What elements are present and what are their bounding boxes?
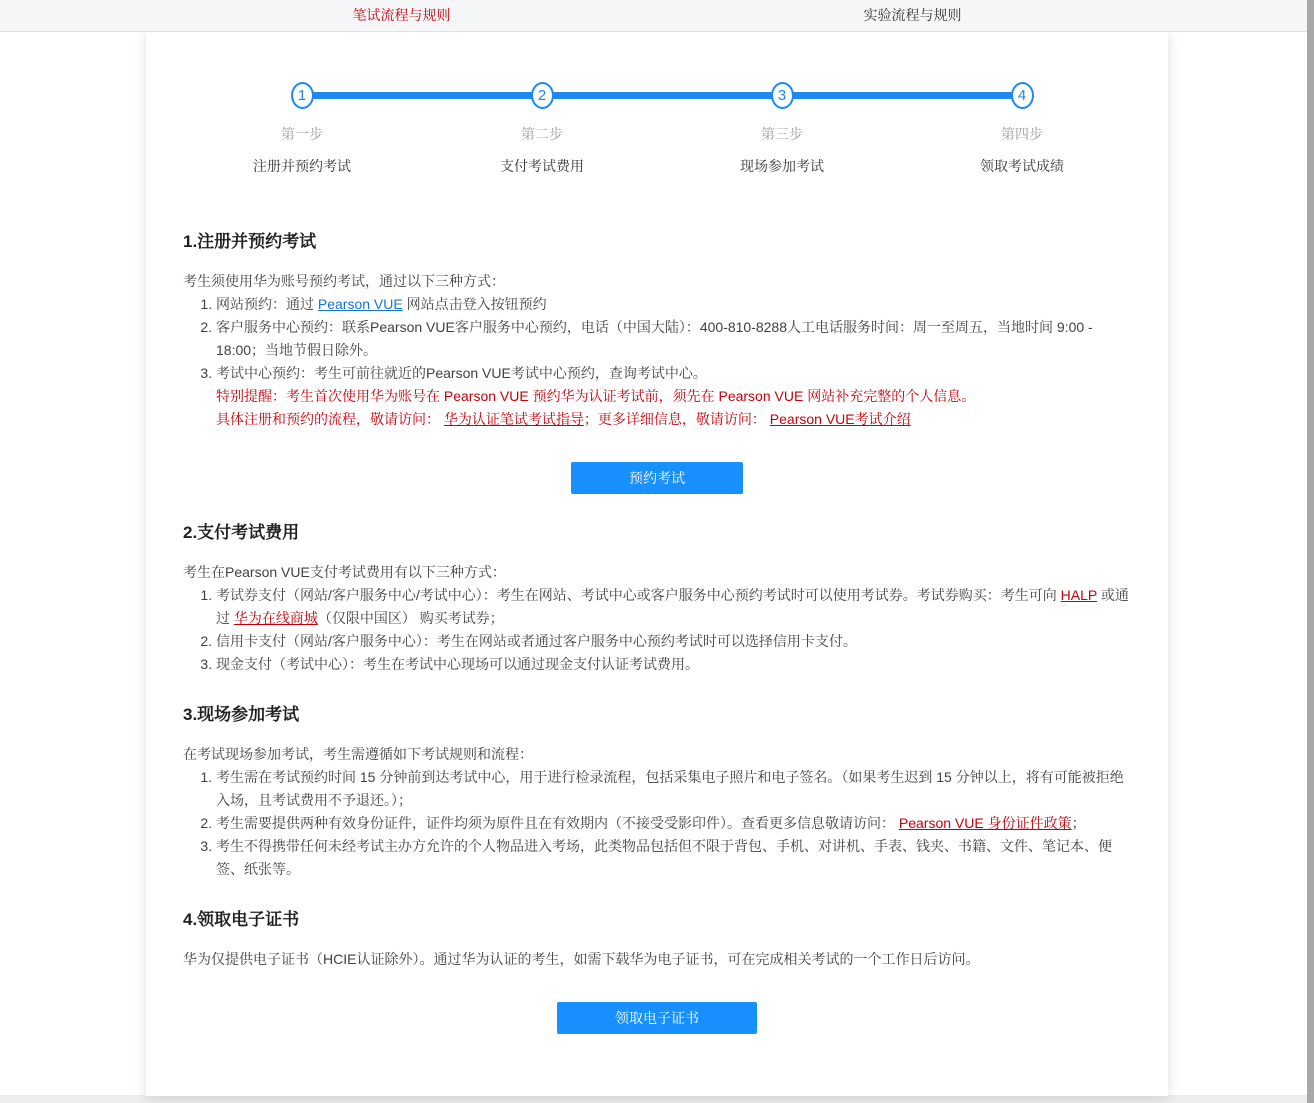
section-1-notes: [216, 385, 1131, 431]
text: 考生需要提供两种有效身份证件，证件均须为原件且在有效期内（不接受受影印件）。查看更多信息敬请访问：: [216, 815, 899, 831]
step-4-circle: 4: [1011, 82, 1034, 109]
vertical-scrollbar[interactable]: [1307, 0, 1314, 1103]
written-exam-process-card: [146, 32, 1168, 1096]
text: 考试中心预约：考生可前往就近的Pearson VUE考试中心预约，查询考试中心。: [216, 365, 707, 381]
text: 现金支付（考试中心）：考生在考试中心现场可以通过现金支付认证考试费用。: [216, 656, 699, 672]
book-exam-button[interactable]: 预约考试: [571, 462, 743, 494]
step-3-label: 第三步: [761, 126, 803, 142]
written-exam-guide-link[interactable]: 华为认证笔试考试指导: [443, 411, 584, 427]
list-item: [216, 584, 1131, 630]
list-item: [216, 812, 1131, 835]
process-content: [146, 230, 1168, 1034]
text: 网站预约：通过: [216, 296, 318, 312]
text: 考生需在考试预约时间 15 分钟前到达考试中心，用于进行检录流程，包括采集电子照片和电子签名。（如果考生迟到 15 分钟以上，将有可能被拒绝入场，且考试费用不予退还。）；: [216, 769, 1124, 808]
section-2-intro: 考生在Pearson VUE支付考试费用有以下三种方式：: [183, 564, 506, 580]
section-3-heading: 3.现场参加考试: [183, 705, 300, 724]
top-tab-bar-inner: [146, 0, 1168, 31]
text: ；更多详细信息，敬请访问：: [583, 411, 770, 427]
list-item: [216, 630, 1131, 653]
page-bottom-strip: [0, 1095, 1314, 1103]
list-item: [216, 316, 1131, 362]
section-1-list: [183, 293, 1131, 385]
text: 客户服务中心预约：联系Pearson VUE客户服务中心预约，电话（中国大陆）：400-810-8288人工电话服务时间：周一至周五，当地时间 9:00 - 18:00；当地节假日除外。: [216, 319, 1093, 358]
text: 或通过: [216, 587, 1129, 626]
id-policy-link[interactable]: Pearson VUE 身份证件政策: [898, 815, 1072, 831]
tab-lab-exam-process[interactable]: 实验流程与规则: [863, 7, 962, 23]
section-4-heading: 4.领取电子证书: [183, 910, 300, 929]
list-item: [216, 362, 1131, 385]
section-pay-exam-fee: [183, 521, 1131, 676]
step-4-label: 第四步: [1001, 126, 1043, 142]
section-register-and-book: [183, 230, 1131, 494]
section-1-heading: 1.注册并预约考试: [183, 232, 317, 251]
text: 网站点击登入按钮预约: [402, 296, 547, 312]
get-e-certificate-button[interactable]: 领取电子证书: [557, 1002, 757, 1034]
pearson-vue-exam-intro-link[interactable]: Pearson VUE考试介绍: [769, 411, 911, 427]
text: ；: [1071, 815, 1086, 831]
stepper-connector-line: [302, 92, 1022, 99]
text: （仅限中国区） 购买考试券；: [317, 610, 504, 626]
section-3-intro: 在考试现场参加考试，考生需遵循如下考试规则和流程：: [183, 746, 533, 762]
special-reminder-note: [216, 385, 1131, 408]
text: 具体注册和预约的流程，敬请访问：: [216, 411, 444, 427]
registration-guide-note: [216, 408, 1131, 431]
step-3-title: 现场参加考试: [740, 158, 824, 174]
list-item: [216, 293, 1131, 316]
list-item: [216, 835, 1131, 881]
step-1-title: 注册并预约考试: [253, 158, 351, 174]
halp-link[interactable]: HALP: [1060, 587, 1097, 603]
section-2-heading: 2.支付考试费用: [183, 523, 300, 542]
step-1-label: 第一步: [281, 126, 323, 142]
huawei-online-store-link[interactable]: 华为在线商城: [233, 610, 318, 626]
section-1-intro: 考生须使用华为账号预约考试，通过以下三种方式：: [183, 273, 505, 289]
text: 考生不得携带任何未经考试主办方允许的个人物品进入考场，此类物品包括但不限于背包、手机、对讲机、手表、钱夹、书籍、文件、笔记本、便签、纸张等。: [216, 838, 1112, 877]
section-3-list: [183, 766, 1131, 881]
text: 考试券支付（网站/客户服务中心/考试中心）：考生在网站、考试中心或客户服务中心预约考试时可以使用考试券。考试券购买：考生可向: [216, 587, 1061, 603]
step-3-circle: 3: [771, 82, 794, 109]
section-attend-exam-onsite: [183, 703, 1131, 881]
pearson-vue-link[interactable]: Pearson VUE: [317, 296, 403, 312]
list-item: [216, 653, 1131, 676]
step-2-circle: 2: [531, 82, 554, 109]
section-2-list: [183, 584, 1131, 676]
step-1-circle: 1: [291, 82, 314, 109]
step-2-title: 支付考试费用: [500, 158, 584, 174]
section-get-e-certificate: [183, 908, 1131, 1034]
list-item: [216, 766, 1131, 812]
step-2-label: 第二步: [521, 126, 563, 142]
tab-written-exam-process[interactable]: 笔试流程与规则: [352, 7, 451, 23]
text: 信用卡支付（网站/客户服务中心）：考生在网站或者通过客户服务中心预约考试时可以选择信用卡支付。: [216, 633, 857, 649]
exam-steps-stepper: [182, 32, 1142, 176]
step-4-title: 领取考试成绩: [980, 158, 1064, 174]
text: 特别提醒：考生首次使用华为账号在 Pearson VUE 预约华为认证考试前，须先在 Pearson VUE 网站补充完整的个人信息。: [216, 388, 976, 404]
section-4-intro: 华为仅提供电子证书（HCIE认证除外）。通过华为认证的考生，如需下载华为电子证书，可在完成相关考试的一个工作日后访问。: [183, 951, 980, 967]
top-tab-bar: [0, 0, 1314, 32]
